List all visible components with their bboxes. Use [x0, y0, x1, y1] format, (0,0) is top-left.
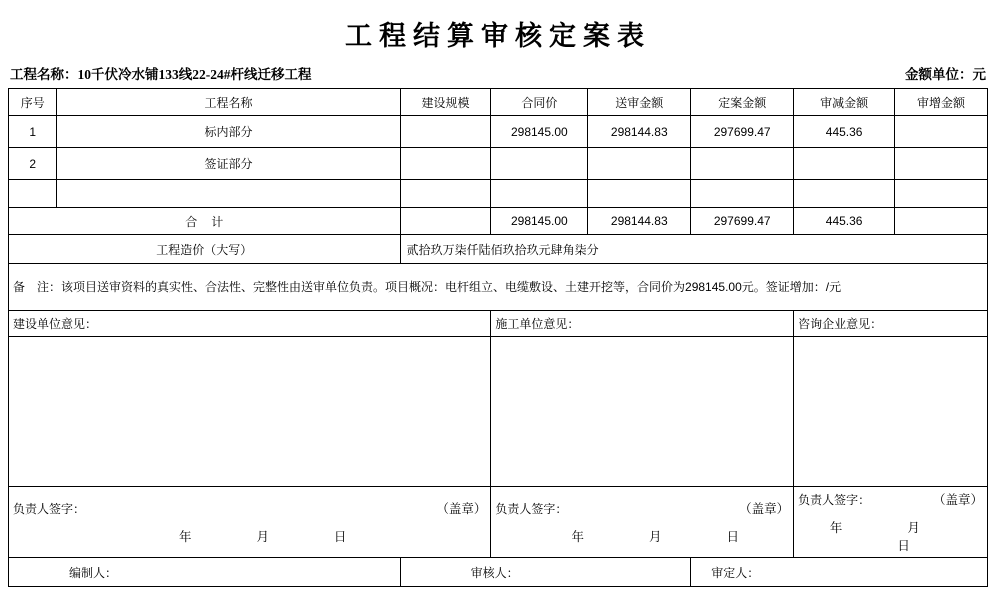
date-line-contractor: [495, 527, 789, 545]
remark-cell: [9, 264, 988, 311]
cell-submitted: [588, 148, 691, 180]
signer-label-construction: 负责人签字：: [13, 501, 86, 516]
opinion-label-contractor: 施工单位意见：: [491, 311, 794, 337]
col-header-final: 定案金额: [691, 89, 794, 116]
col-header-reduced: 审减金额: [794, 89, 895, 116]
col-header-increased: 审增金额: [895, 89, 988, 116]
total-scale: [400, 208, 491, 235]
table-row: [9, 116, 988, 148]
opinion-label-construction: 建设单位意见：: [9, 311, 491, 337]
signature-row: [9, 487, 988, 558]
footer-reviewer: 审核人：: [400, 558, 691, 587]
col-header-contract: 合同价: [491, 89, 588, 116]
subheader: [8, 63, 988, 88]
capital-amount-value: 贰拾玖万柒仟陆佰玖拾玖元肆角柒分: [400, 235, 987, 264]
total-reduced: 445.36: [794, 208, 895, 235]
total-increased: [895, 208, 988, 235]
remark-text: 该项目送审资料的真实性、合法性、完整性由送审单位负责。项目概况：电杆组立、电缆敷设、土建开挖等，合同价为298145.00元。签证增加：/元: [61, 279, 842, 294]
cell-contract: 298145.00: [491, 116, 588, 148]
signer-label-contractor: 负责人签字：: [495, 501, 568, 516]
footer-preparer: 编制人：: [9, 558, 401, 587]
opinion-body-row: [9, 337, 988, 487]
col-header-scale: 建设规模: [400, 89, 491, 116]
signature-consultant: [794, 487, 988, 558]
col-header-submitted: 送审金额: [588, 89, 691, 116]
capital-amount-row: [9, 235, 988, 264]
total-contract: 298145.00: [491, 208, 588, 235]
cell-scale: [400, 116, 491, 148]
cell-increased: [895, 180, 988, 208]
cell-contract: [491, 180, 588, 208]
remark-row: [9, 264, 988, 311]
year-label-consultant: 年: [829, 521, 845, 535]
cell-final: 297699.47: [691, 116, 794, 148]
cell-increased: [895, 116, 988, 148]
signature-contractor: [491, 487, 794, 558]
cell-reduced: 445.36: [794, 116, 895, 148]
capital-amount-label: 工程造价（大写）: [9, 235, 401, 264]
footer-approver: 审定人：: [691, 558, 988, 587]
signature-construction: [9, 487, 491, 558]
seal-label-contractor: （盖章）: [739, 502, 790, 516]
table-row: [9, 180, 988, 208]
cell-final: [691, 180, 794, 208]
cell-reduced: [794, 180, 895, 208]
day-label-construction: 日: [333, 530, 349, 544]
remark-label: 备 注：: [13, 279, 62, 294]
table-row: [9, 148, 988, 180]
cell-reduced: [794, 148, 895, 180]
cell-scale: [400, 180, 491, 208]
col-header-name: 工程名称: [57, 89, 400, 116]
cell-increased: [895, 148, 988, 180]
project-name-value: 10千伏冷水铺133线22-24#杆线迁移工程: [77, 67, 312, 82]
cell-name: 签证部分: [57, 148, 400, 180]
year-label-contractor: 年: [571, 530, 587, 544]
cell-index: [9, 180, 57, 208]
opinion-body-construction[interactable]: [9, 337, 491, 487]
seal-label-construction: （盖章）: [436, 502, 487, 516]
cell-submitted: 298144.83: [588, 116, 691, 148]
cell-contract: [491, 148, 588, 180]
page-title: 工程结算审核定案表: [345, 21, 651, 51]
opinion-body-contractor[interactable]: [491, 337, 794, 487]
month-label-consultant: 月: [907, 521, 922, 535]
project-name-line: [10, 63, 312, 83]
seal-label-consultant: （盖章）: [932, 493, 983, 507]
year-label-construction: 年: [178, 530, 194, 544]
date-line-consultant: [798, 518, 983, 554]
cell-submitted: [588, 180, 691, 208]
cell-index: 2: [9, 148, 57, 180]
col-header-index: 序号: [9, 89, 57, 116]
opinion-body-consultant[interactable]: [794, 337, 988, 487]
month-label-contractor: 月: [649, 530, 664, 544]
cell-name: [57, 180, 400, 208]
table-header-row: [9, 89, 988, 116]
cell-index: 1: [9, 116, 57, 148]
amount-unit-label: 金额单位：元: [905, 67, 986, 82]
total-submitted: 298144.83: [588, 208, 691, 235]
cell-name: 标内部分: [57, 116, 400, 148]
total-final: 297699.47: [691, 208, 794, 235]
cell-scale: [400, 148, 491, 180]
project-name-label: 工程名称：: [10, 67, 78, 82]
footer-row: [9, 558, 988, 587]
total-label: 合计: [9, 208, 401, 235]
table-total-row: [9, 208, 988, 235]
month-label-construction: 月: [256, 530, 271, 544]
signer-label-consultant: 负责人签字：: [798, 492, 871, 507]
opinion-label-row: [9, 311, 988, 337]
cell-final: [691, 148, 794, 180]
day-label-contractor: 日: [726, 530, 742, 544]
day-label-consultant: 日: [897, 539, 912, 553]
opinion-label-consultant: 咨询企业意见：: [794, 311, 988, 337]
date-line-construction: [13, 527, 486, 545]
settlement-table: [8, 88, 988, 587]
